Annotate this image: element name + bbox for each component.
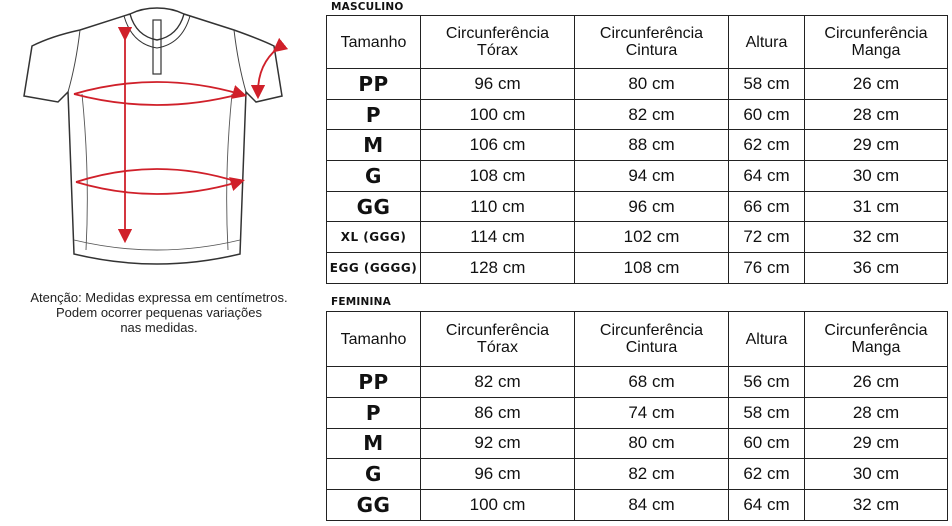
- cintura-value: 96 cm: [575, 191, 729, 222]
- note-line-1: Atenção: Medidas expressa em centímetros.: [30, 290, 288, 305]
- altura-value: 60 cm: [729, 99, 805, 130]
- table-header-row: [327, 312, 948, 367]
- table-row: [327, 191, 948, 222]
- table-row: [327, 130, 948, 161]
- torax-value: 100 cm: [421, 99, 575, 130]
- altura-value: 76 cm: [729, 253, 805, 284]
- size-label: M: [327, 130, 421, 161]
- table-row: [327, 490, 948, 521]
- header-torax: Circunferência Tórax: [421, 16, 575, 69]
- manga-value: 32 cm: [805, 490, 948, 521]
- altura-value: 58 cm: [729, 69, 805, 100]
- cintura-value: 84 cm: [575, 490, 729, 521]
- manga-value: 30 cm: [805, 161, 948, 192]
- cintura-value: 80 cm: [575, 428, 729, 459]
- cintura-value: 94 cm: [575, 161, 729, 192]
- size-label: P: [327, 99, 421, 130]
- cintura-value: 82 cm: [575, 459, 729, 490]
- size-label: G: [327, 459, 421, 490]
- header-manga: Circunferência Manga: [805, 16, 948, 69]
- feminina-size-table: [326, 311, 948, 521]
- manga-value: 28 cm: [805, 397, 948, 428]
- table-row: [327, 459, 948, 490]
- altura-value: 62 cm: [729, 459, 805, 490]
- cintura-value: 74 cm: [575, 397, 729, 428]
- size-label: G: [327, 161, 421, 192]
- torax-value: 114 cm: [421, 222, 575, 253]
- altura-value: 58 cm: [729, 397, 805, 428]
- altura-value: 60 cm: [729, 428, 805, 459]
- manga-value: 28 cm: [805, 99, 948, 130]
- altura-value: 64 cm: [729, 490, 805, 521]
- torax-value: 96 cm: [421, 69, 575, 100]
- altura-value: 64 cm: [729, 161, 805, 192]
- torax-value: 106 cm: [421, 130, 575, 161]
- cintura-value: 102 cm: [575, 222, 729, 253]
- torax-value: 100 cm: [421, 490, 575, 521]
- cintura-value: 82 cm: [575, 99, 729, 130]
- torax-value: 110 cm: [421, 191, 575, 222]
- header-torax: Circunferência Tórax: [421, 312, 575, 367]
- cintura-value: 80 cm: [575, 69, 729, 100]
- size-label: EGG (GGGG): [327, 253, 421, 284]
- size-label: P: [327, 397, 421, 428]
- header-manga: Circunferência Manga: [805, 312, 948, 367]
- cintura-value: 68 cm: [575, 367, 729, 398]
- altura-value: 72 cm: [729, 222, 805, 253]
- manga-value: 30 cm: [805, 459, 948, 490]
- manga-value: 36 cm: [805, 253, 948, 284]
- manga-value: 29 cm: [805, 130, 948, 161]
- manga-value: 31 cm: [805, 191, 948, 222]
- table-row: [327, 222, 948, 253]
- torax-value: 108 cm: [421, 161, 575, 192]
- size-label: M: [327, 428, 421, 459]
- left-panel: [0, 0, 318, 526]
- table-row: [327, 367, 948, 398]
- torax-value: 128 cm: [421, 253, 575, 284]
- size-label: PP: [327, 69, 421, 100]
- table-row: [327, 99, 948, 130]
- table-row: [327, 253, 948, 284]
- header-altura: Altura: [729, 312, 805, 367]
- altura-value: 62 cm: [729, 130, 805, 161]
- torax-value: 82 cm: [421, 367, 575, 398]
- note-line-3: nas medidas.: [120, 320, 198, 335]
- jersey-icon: [12, 4, 302, 274]
- table-header-row: [327, 16, 948, 69]
- torax-value: 92 cm: [421, 428, 575, 459]
- size-label: GG: [327, 191, 421, 222]
- altura-value: 56 cm: [729, 367, 805, 398]
- cintura-value: 88 cm: [575, 130, 729, 161]
- altura-value: 66 cm: [729, 191, 805, 222]
- header-cintura: Circunferência Cintura: [575, 312, 729, 367]
- cintura-value: 108 cm: [575, 253, 729, 284]
- manga-value: 26 cm: [805, 367, 948, 398]
- header-tamanho: Tamanho: [327, 312, 421, 367]
- size-label: XL (GGG): [327, 222, 421, 253]
- header-altura: Altura: [729, 16, 805, 69]
- table-row: [327, 428, 948, 459]
- table-row: [327, 397, 948, 428]
- note-line-2: Podem ocorrer pequenas variações: [56, 305, 262, 320]
- measurement-note: [0, 290, 318, 335]
- masculino-title: MASCULINO: [331, 1, 404, 13]
- header-cintura: Circunferência Cintura: [575, 16, 729, 69]
- feminina-title: FEMININA: [331, 296, 391, 308]
- size-label: PP: [327, 367, 421, 398]
- torax-value: 86 cm: [421, 397, 575, 428]
- size-label: GG: [327, 490, 421, 521]
- manga-value: 26 cm: [805, 69, 948, 100]
- manga-value: 29 cm: [805, 428, 948, 459]
- torax-value: 96 cm: [421, 459, 575, 490]
- manga-value: 32 cm: [805, 222, 948, 253]
- table-row: [327, 69, 948, 100]
- masculino-size-table: [326, 15, 948, 284]
- header-tamanho: Tamanho: [327, 16, 421, 69]
- table-row: [327, 161, 948, 192]
